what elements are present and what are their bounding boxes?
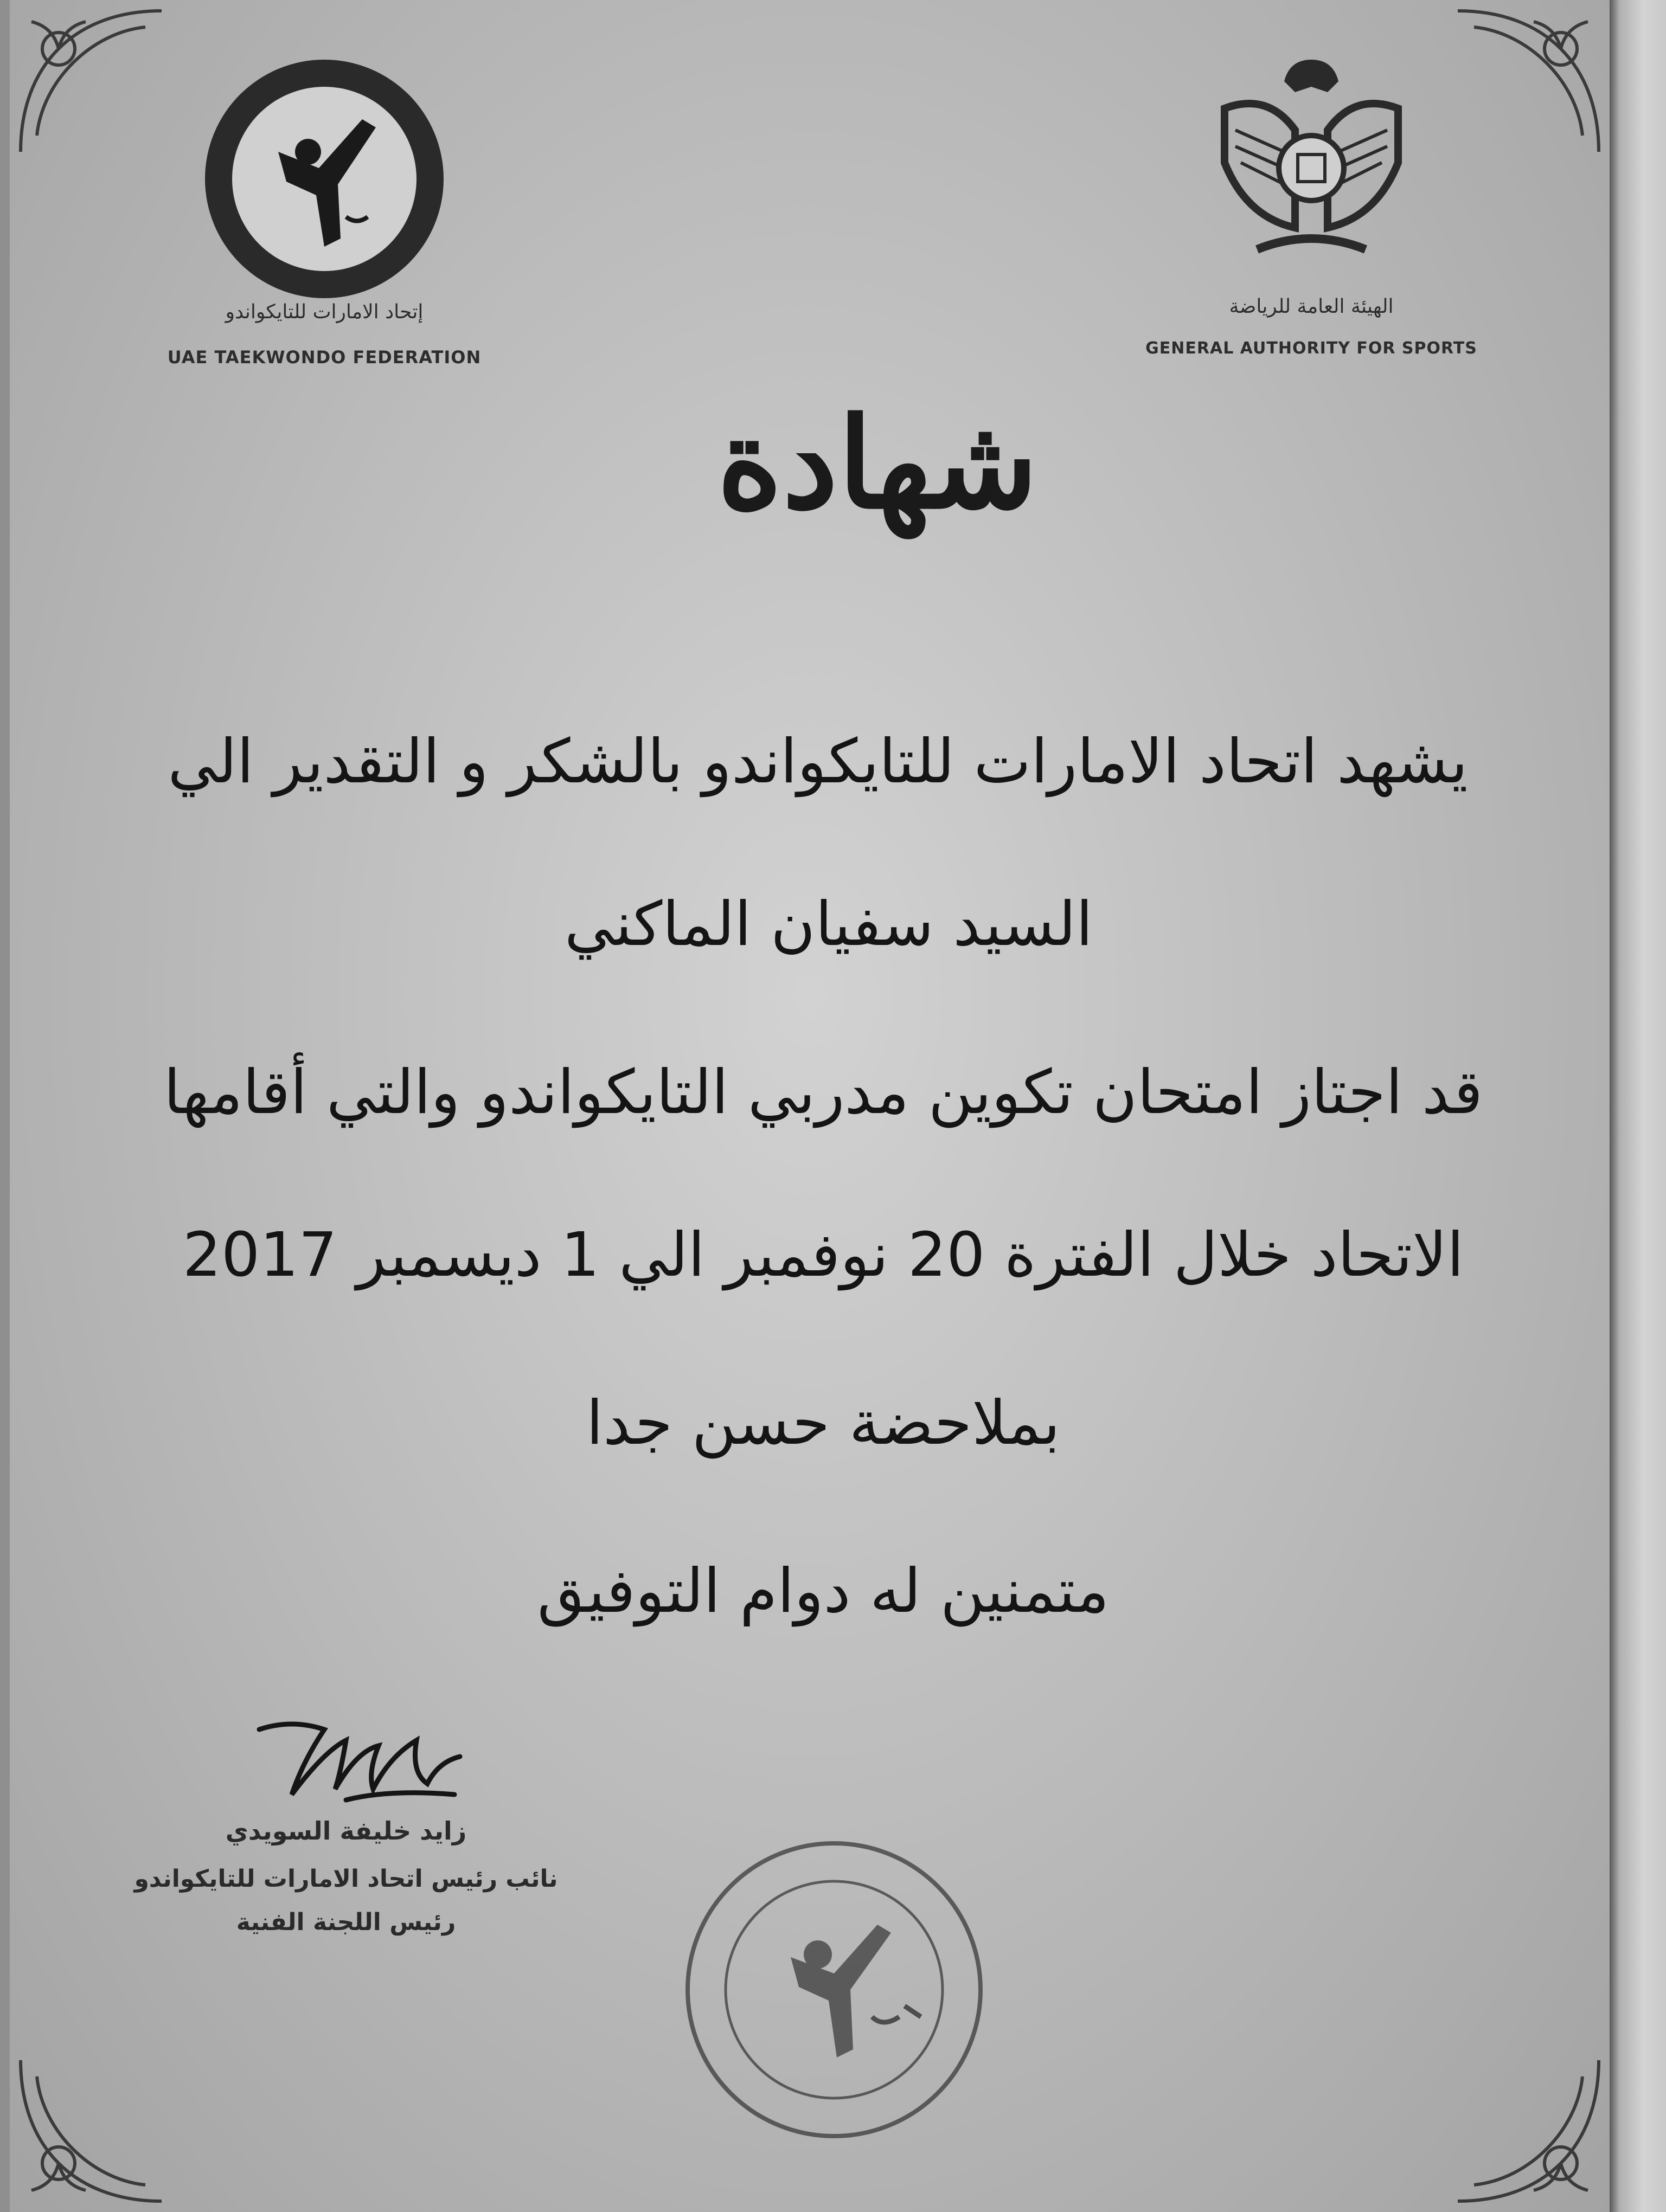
certificate-line-4: الاتحاد خلال الفترة 20 نوفمبر الي 1 ديسمبر 2017 xyxy=(182,1220,1464,1290)
federation-stamp xyxy=(677,1832,991,2147)
certificate-line-1: يشهد اتحاد الامارات للتايكواندو بالشكر و التقدير الي xyxy=(168,726,1468,797)
signatory-title-2: رئيس اللجنة الفنية xyxy=(236,1908,456,1936)
ornament-corner-bottom-left xyxy=(10,2049,172,2212)
signatory-name: زايد خليفة السويدي xyxy=(225,1816,467,1846)
grade-line: بملاحضة حسن جدا xyxy=(586,1388,1060,1458)
right-logo-caption-arabic: الهيئة العامة للرياضة xyxy=(1229,295,1394,318)
page-edge-shadow xyxy=(1610,0,1666,2212)
right-logo-caption-english: GENERAL AUTHORITY FOR SPORTS xyxy=(1145,339,1477,358)
ornament-corner-top-right xyxy=(1447,0,1610,163)
left-logo-caption-english: UAE TAEKWONDO FEDERATION xyxy=(167,347,482,368)
signatory-title-1: نائب رئيس اتحاد الامارات للتايكواندو xyxy=(134,1865,558,1893)
certificate-page xyxy=(10,0,1610,2212)
recipient-name: السيد سفيان الماكني xyxy=(564,889,1093,960)
ornament-corner-top-left xyxy=(10,0,172,163)
left-logo-caption-arabic: إتحاد الامارات للتايكواندو xyxy=(225,301,424,323)
svg-text:● ● ●: ● ● ● xyxy=(298,86,351,105)
uae-emblem-logo xyxy=(1192,43,1431,282)
taekwondo-federation-logo xyxy=(183,60,465,342)
certificate-line-3: قد اجتاز امتحان تكوين مدربي التايكواندو والتي أقامها xyxy=(163,1057,1483,1128)
closing-line: متمنين له دوام التوفيق xyxy=(537,1556,1110,1626)
certificate-title: شهادة xyxy=(717,390,1038,537)
ornament-corner-bottom-right xyxy=(1447,2049,1610,2212)
handwritten-signature xyxy=(248,1697,498,1822)
